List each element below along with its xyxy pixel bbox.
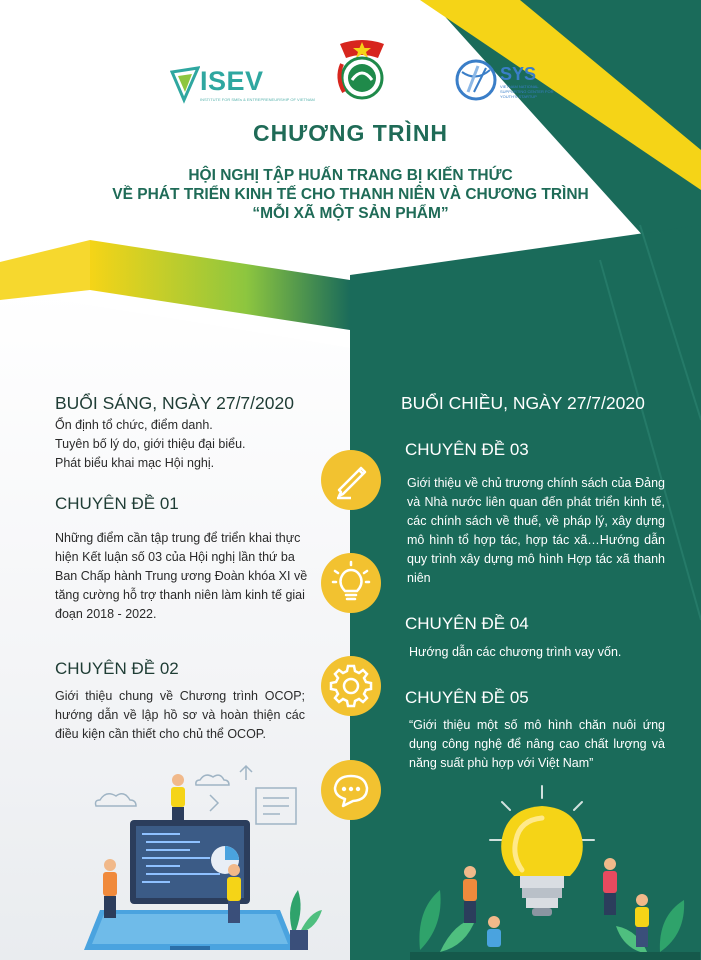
topic-02-heading: CHUYÊN ĐỀ 02 bbox=[55, 659, 179, 678]
lightbulb-icon bbox=[321, 553, 381, 613]
subtitle-line-1: HỘI NGHỊ TẬP HUẤN TRANG BỊ KIẾN THỨC bbox=[188, 167, 513, 184]
topic-03-text: Giới thiệu về chủ trương chính sách của Đảng và Nhà nước liên quan đến phát triển kinh tế, các chính sách về thuế, về pháp lý, xây dựng mô hình tổ hợp tác, hợp tác xã…Hướng dẫn quy trình xây dựng mô hình Hợp tác xã thanh niên bbox=[407, 476, 665, 585]
topic-03-heading: CHUYÊN ĐỀ 03 bbox=[405, 440, 529, 459]
afternoon-heading: BUỔI CHIỀU, NGÀY 27/7/2020 bbox=[401, 393, 645, 413]
topic-01-heading: CHUYÊN ĐỀ 01 bbox=[55, 494, 179, 513]
gear-icon-badge bbox=[321, 656, 381, 716]
isev-logo-text: ISEV bbox=[200, 66, 264, 96]
youth-union-logo bbox=[332, 36, 392, 106]
sys-logo bbox=[454, 58, 564, 104]
morning-intro-line-2: Tuyên bố lý do, giới thiệu đại biểu. bbox=[55, 437, 246, 451]
topic-05-heading: CHUYÊN ĐỀ 05 bbox=[405, 688, 529, 707]
morning-intro-line-3: Phát biểu khai mạc Hội nghị. bbox=[55, 456, 215, 470]
subtitle-line-3: “MỖI XÃ MỘT SẢN PHẨM” bbox=[252, 205, 449, 222]
topic-04-heading: CHUYÊN ĐỀ 04 bbox=[405, 614, 529, 633]
youth-union-emblem-icon bbox=[332, 36, 392, 106]
pencil-icon-badge bbox=[321, 450, 381, 510]
isev-logo-tagline: INSTITUTE FOR SMEs & ENTREPRENEURSHIP OF VIETNAM bbox=[200, 97, 315, 102]
topic-02-text: Giới thiệu chung về Chương trình OCOP; hướng dẫn về lập hồ sơ và hoàn thiện các điều kiện cần thiết cho chủ thể OCOP. bbox=[55, 689, 305, 741]
subtitle-line-2: VỀ PHÁT TRIỂN KINH TẾ CHO THANH NIÊN VÀ CHƯƠNG TRÌNH bbox=[112, 186, 589, 203]
topic-05-text: “Giới thiệu một số mô hình chăn nuôi ứng dụng công nghệ để nâng cao chất lượng và năng suất phù hợp với Việt Nam” bbox=[409, 718, 665, 770]
gear-icon bbox=[321, 656, 381, 716]
sys-logo-tagline: VIETNAM NATIONAL SUPPORTING CENTER FOR YOUTH'S STARTUP bbox=[500, 84, 554, 99]
laptop-team-illustration bbox=[60, 760, 340, 960]
page-title: CHƯƠNG TRÌNH bbox=[252, 120, 449, 146]
topic-04-text: Hướng dẫn các chương trình vay vốn. bbox=[409, 645, 622, 659]
sys-globe-icon bbox=[454, 58, 498, 102]
page-subtitle bbox=[0, 166, 701, 223]
morning-intro-line-1: Ổn định tổ chức, điểm danh. bbox=[55, 418, 213, 432]
topic-01-text: Những điểm cần tập trung để triển khai thực hiện Kết luận số 03 của Hội nghị lần thứ ba Ban Chấp hành Trung ương Đoàn khóa XI về tăng cường hỗ trợ thanh niên làm kinh tế giai đoạn 2018 - 2022. bbox=[55, 531, 308, 621]
isev-triangle-icon bbox=[170, 64, 200, 104]
lightbulb-team-illustration bbox=[410, 780, 700, 960]
isev-logo bbox=[170, 62, 315, 108]
pencil-icon bbox=[321, 450, 381, 510]
sys-logo-text: SYS bbox=[500, 64, 537, 84]
morning-intro bbox=[55, 416, 335, 473]
lightbulb-icon-badge bbox=[321, 553, 381, 613]
morning-heading: BUỔI SÁNG, NGÀY 27/7/2020 bbox=[55, 393, 294, 413]
